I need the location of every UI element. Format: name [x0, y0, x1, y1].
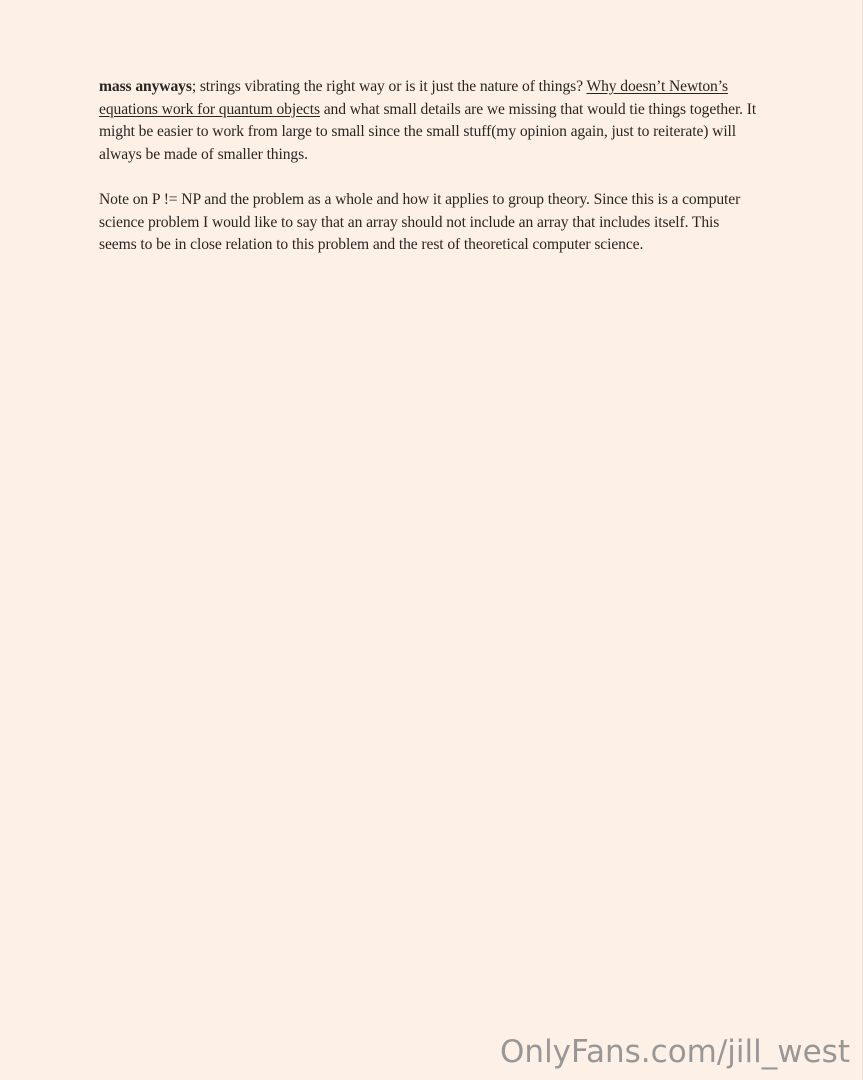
paragraph-text-segment: ; strings vibrating the right way or is it just the nature of things? — [191, 78, 587, 95]
paragraph-p-vs-np-text: Note on P != NP and the problem as a whole and how it applies to group theory. Since this is a computer science problem I would like to say that an array should not include an array that includes itself. This seems to be in close relation to this problem and the rest of theoretical computer science. — [99, 191, 741, 253]
paragraph-physics — [99, 76, 757, 166]
paragraph-physics-text — [99, 76, 757, 166]
paragraph-p-vs-np — [99, 189, 757, 257]
watermark-text: OnlyFans.com/jill_west — [500, 1034, 850, 1070]
bold-lead-text: mass anyways — [99, 78, 192, 95]
paragraph-text-segment: and what small details are we missing that would tie things together. It might be easier to work from large to small since the small stuff(my opinion again, just to reiterate) will always be made of smaller things. — [99, 100, 757, 163]
underlined-question: Why doesn’t Newton’s equations work for quantum objects — [99, 78, 728, 118]
